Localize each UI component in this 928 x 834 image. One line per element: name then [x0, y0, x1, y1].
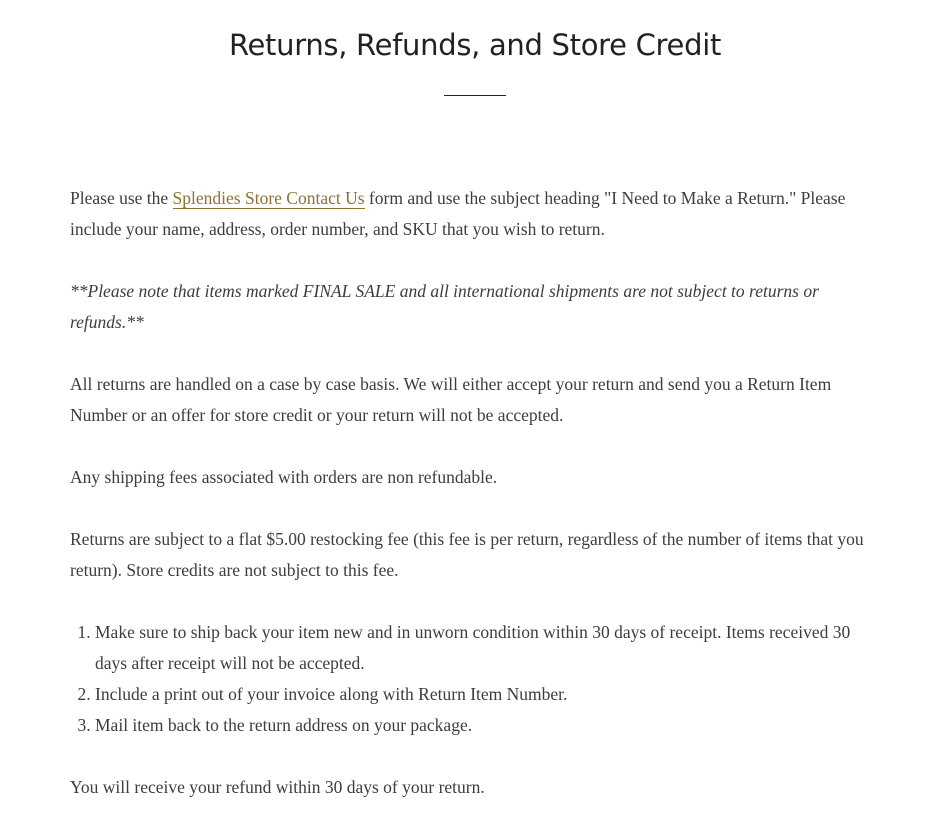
contact-us-link[interactable]: Splendies Store Contact Us: [172, 188, 365, 208]
intro-text-before-link: Please use the: [70, 188, 173, 208]
shipping-fees-paragraph: Any shipping fees associated with orders are non refundable.: [70, 467, 498, 487]
return-step: 3. Mail item back to the return address on your package.: [95, 710, 880, 741]
page-title: Returns, Refunds, and Store Credit: [228, 28, 722, 62]
title-divider: [444, 95, 506, 96]
intro-text-after-link: form and use the subject heading "I Need to Make a Return." Please include your name, address, order number, and SKU that you wish to return.: [70, 188, 846, 239]
policy-content: [70, 183, 880, 834]
intro-paragraph: [70, 183, 880, 245]
refund-timing-paragraph: You will receive your refund within 30 days of your return.: [70, 777, 485, 797]
restocking-fee-paragraph: Returns are subject to a flat $5.00 restocking fee (this fee is per return, regardless of the number of items that you return). Store credits are not subject to this fee.: [70, 529, 864, 580]
return-steps-list: [70, 617, 880, 741]
case-by-case-paragraph: All returns are handled on a case by case basis. We will either accept your return and send you a Return Item Number or an offer for store credit or your return will not be accepted.: [70, 374, 832, 425]
return-step: 1. Make sure to ship back your item new and in unworn condition within 30 days of receipt. Items received 30 days after receipt will not be accepted.: [95, 617, 880, 679]
final-sale-note: **Please note that items marked FINAL SALE and all international shipments are not subject to returns or refunds.**: [70, 281, 819, 332]
return-step: 2. Include a print out of your invoice along with Return Item Number.: [95, 679, 880, 710]
